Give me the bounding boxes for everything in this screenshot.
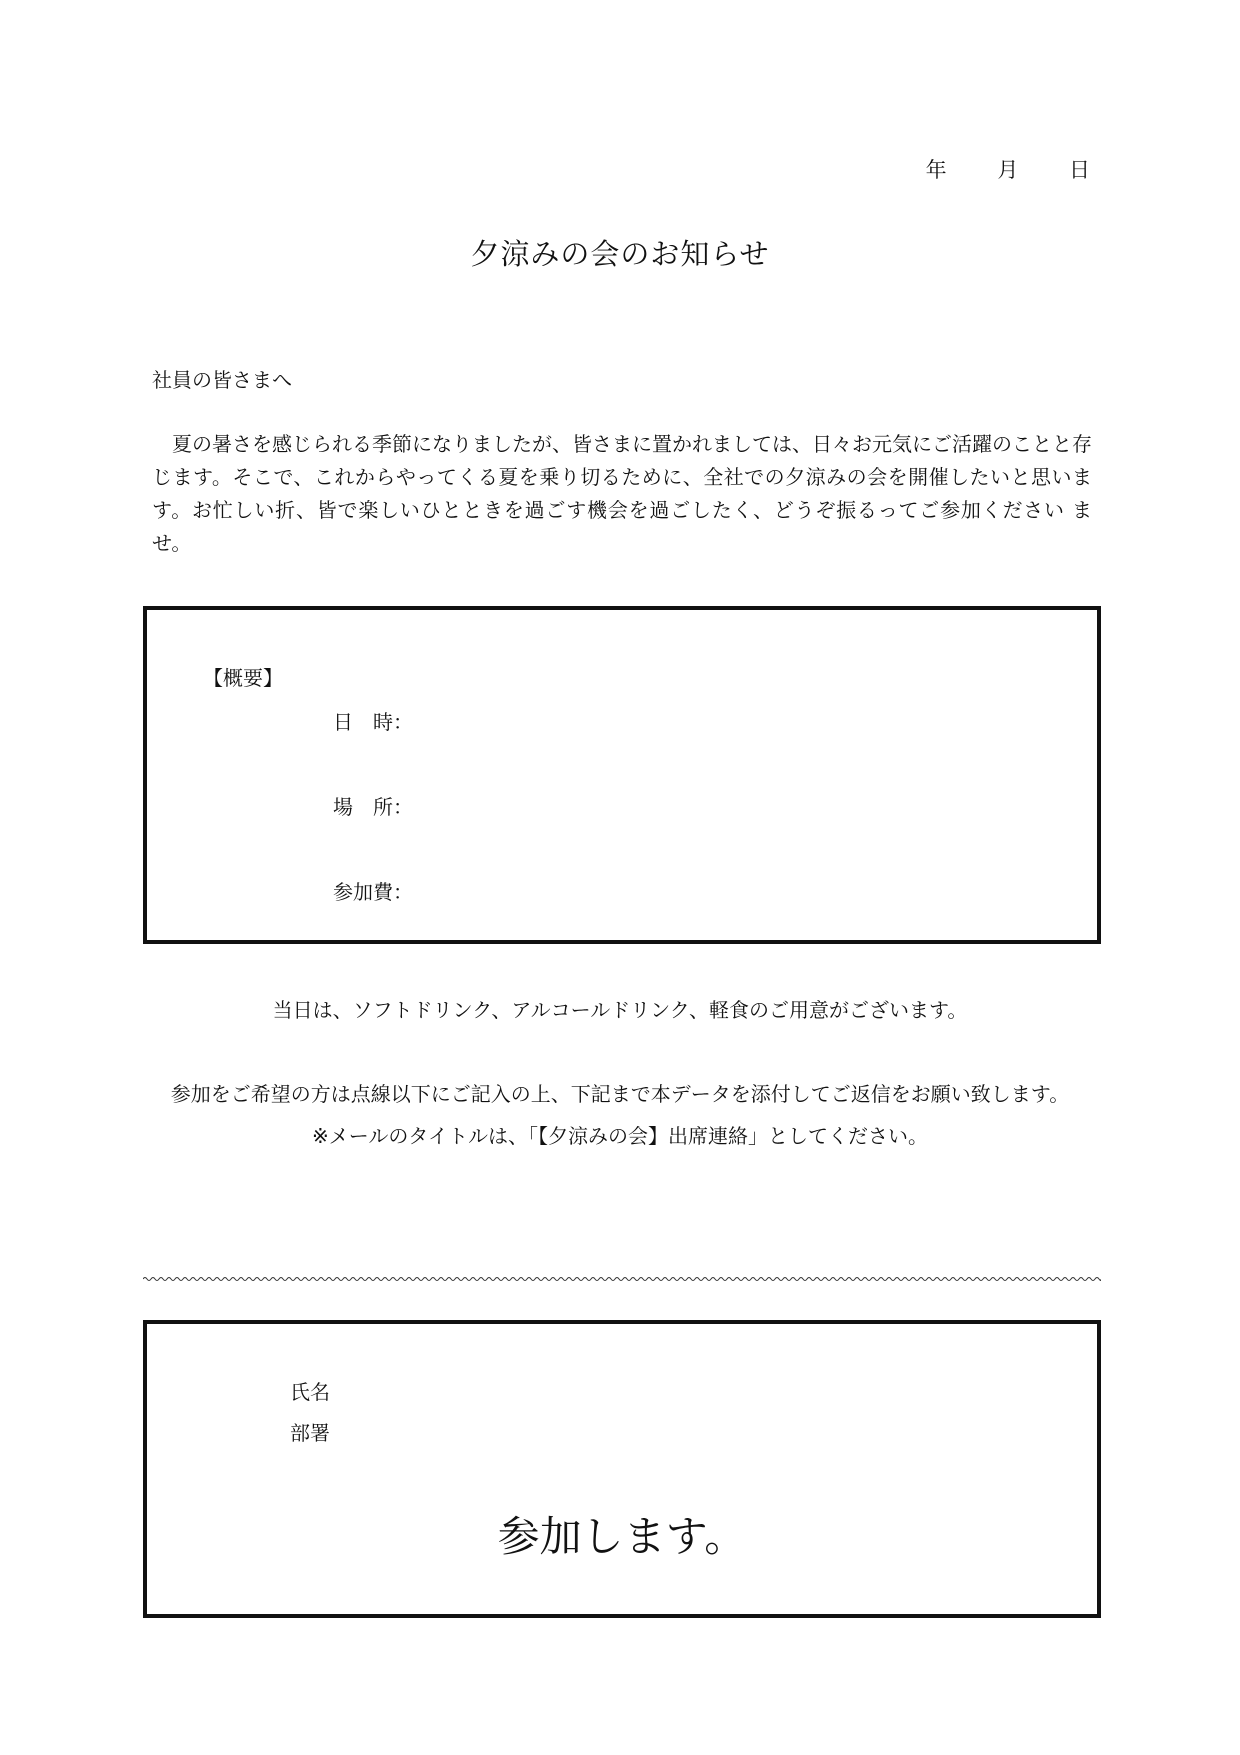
- month-label: 月: [997, 158, 1019, 182]
- summary-box: [143, 606, 1101, 944]
- mail-title-note: ※メールのタイトルは、「【夕涼みの会】出席連絡」としてください。: [312, 1124, 928, 1148]
- date-line: [882, 154, 1090, 184]
- fee-label: 参加費：: [333, 880, 413, 904]
- addressee: 社員の皆さまへ: [152, 368, 292, 392]
- cut-line-divider: [143, 1276, 1101, 1282]
- attend-statement: 参加します。: [497, 1512, 747, 1561]
- summary-heading: 【概要】: [203, 666, 283, 690]
- drinks-note: 当日は、ソフトドリンク、アルコールドリンク、軽食のご用意がございます。: [272, 998, 968, 1022]
- reply-form-box: [143, 1320, 1101, 1618]
- body-paragraph: 夏の暑さを感じられる季節になりましたが、皆さまに置かれましては、日々お元気にご活躍のことと存じます。そこで、これからやってくる夏を乗り切るために、全社での夕涼みの会を開催したいと思います。お忙しい折、皆で楽しいひとときを過ごす機会を過ごしたく、どうぞ振るってご参加ください ませ。: [152, 432, 1092, 555]
- year-label: 年: [925, 158, 947, 182]
- datetime-label: 日 時：: [333, 710, 413, 734]
- department-label: 部署: [290, 1421, 330, 1445]
- reply-instruction: 参加をご希望の方は点線以下にご記入の上、下記まで本データを添付してご返信をお願い致します。: [170, 1082, 1070, 1106]
- name-label: 氏名: [290, 1380, 330, 1404]
- page-title: 夕涼みの会のお知らせ: [470, 237, 770, 271]
- place-label: 場 所：: [333, 795, 413, 819]
- day-label: 日: [1069, 158, 1090, 182]
